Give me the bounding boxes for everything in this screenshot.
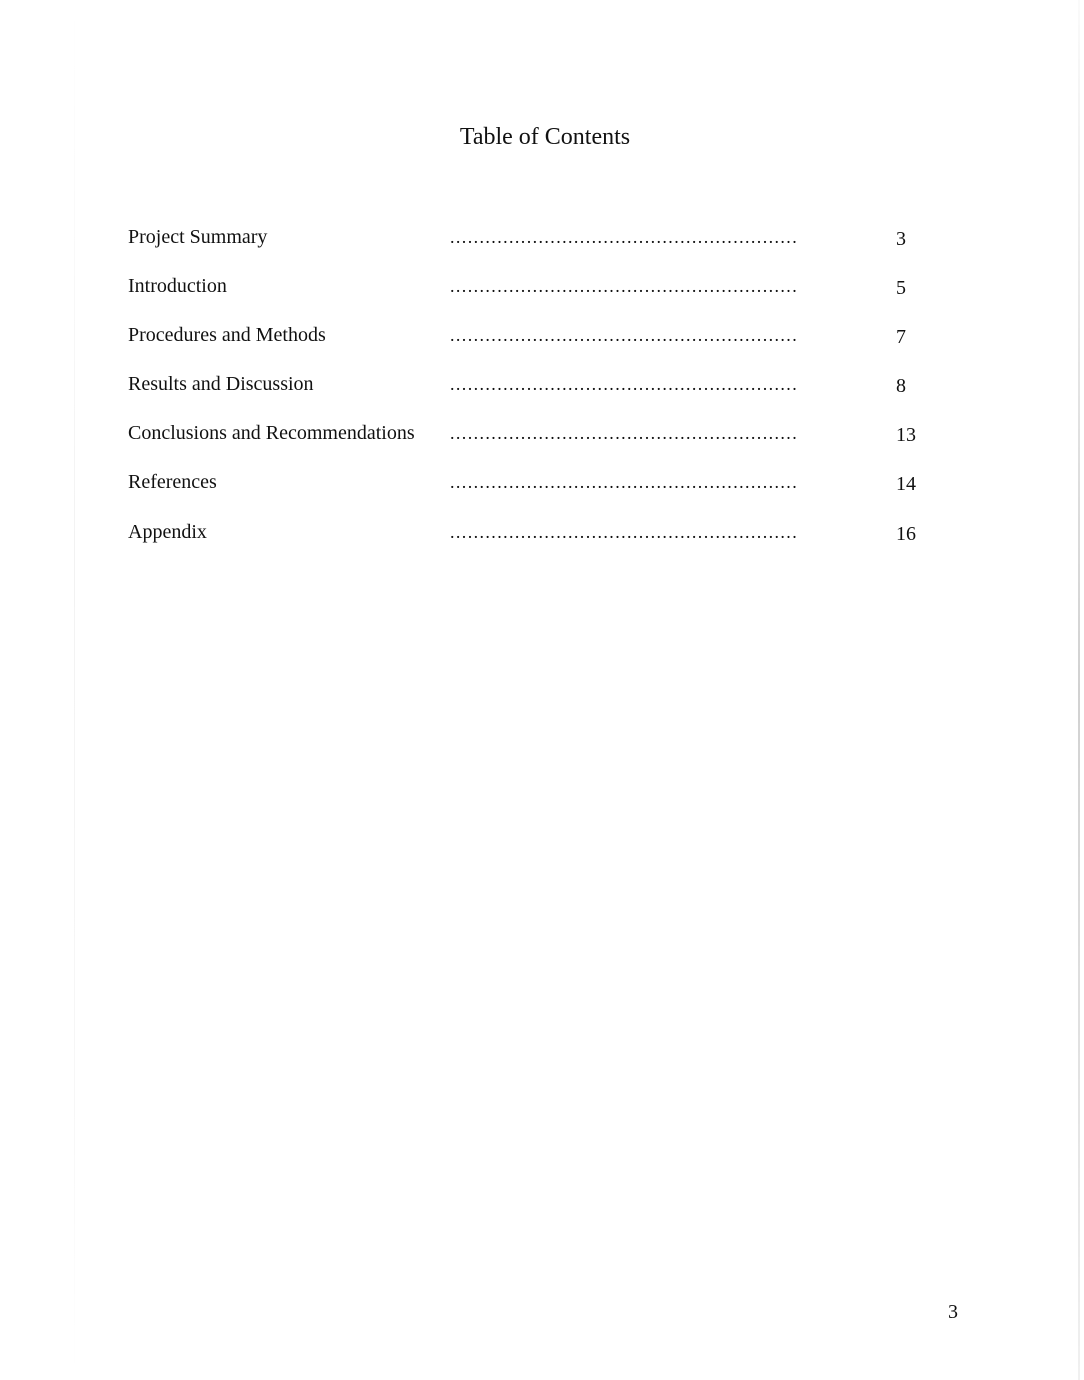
toc-entry-conclusions-and-recommendations (128, 418, 928, 467)
toc-entry-introduction (128, 271, 928, 320)
toc-entry-procedures-and-methods (128, 320, 928, 369)
toc-entry-page: 7 (896, 326, 906, 349)
toc-entry-page: 14 (896, 473, 916, 496)
toc-dot-leader: ........................................................... (450, 521, 799, 542)
toc-entry-label: Conclusions and Recommendations (128, 422, 415, 445)
toc-dot-leader: ........................................................... (450, 423, 799, 444)
toc-entry-page: 3 (896, 228, 906, 250)
table-of-contents (128, 222, 928, 566)
scan-edge-right (1078, 0, 1080, 1380)
toc-entry-label: Project Summary (128, 226, 268, 248)
toc-dot-leader: ........................................................... (450, 325, 799, 346)
page-title: Table of Contents (459, 124, 631, 150)
toc-entry-label: Procedures and Methods (128, 324, 326, 347)
page-number: 3 (948, 1301, 958, 1323)
toc-entry-results-and-discussion (128, 369, 928, 418)
toc-dot-leader: ........................................................... (450, 472, 799, 493)
toc-entry-label: Introduction (128, 275, 227, 298)
toc-entry-label: Appendix (128, 520, 207, 543)
toc-entry-page: 8 (896, 375, 906, 398)
toc-entry-references (128, 467, 928, 516)
toc-dot-leader: ........................................................... (450, 227, 799, 247)
toc-dot-leader: ........................................................... (450, 276, 799, 297)
toc-dot-leader: ........................................................... (450, 374, 799, 395)
toc-entry-label: References (128, 471, 217, 494)
toc-entry-appendix (128, 517, 928, 566)
toc-entry-page: 5 (896, 277, 906, 300)
toc-entry-page: 16 (896, 522, 916, 545)
toc-entry-page: 13 (896, 424, 916, 447)
toc-entry-label: Results and Discussion (128, 373, 314, 396)
toc-entry-project-summary (128, 222, 928, 271)
scan-edge-left (74, 0, 75, 1380)
